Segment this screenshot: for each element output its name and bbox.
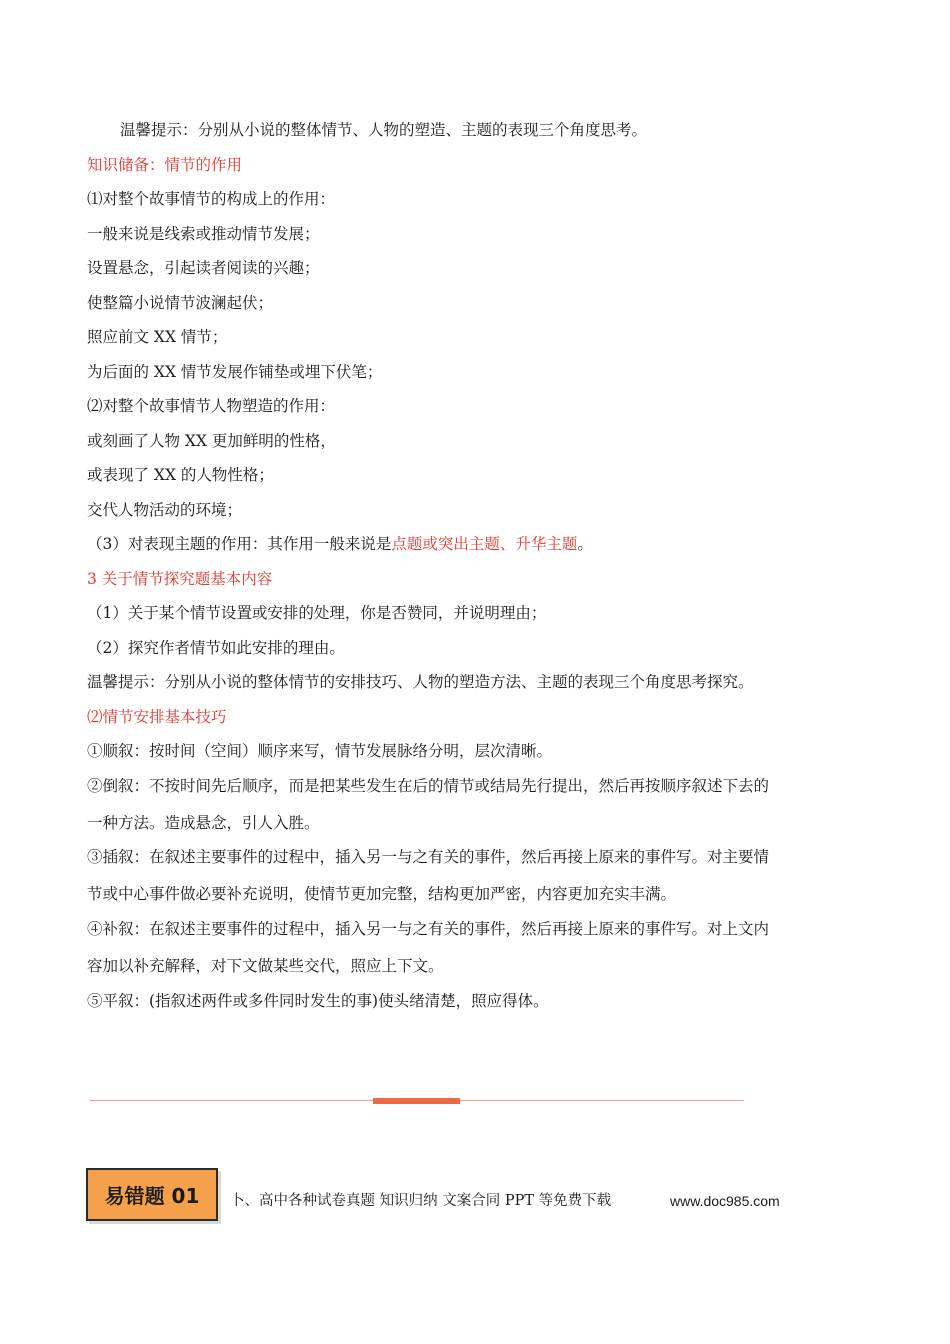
text-line — [87, 707, 227, 727]
text-line — [87, 603, 546, 623]
body-text: 照应前文 XX 情节； — [87, 328, 228, 346]
body-text: 或表现了 XX 的人物性格； — [87, 466, 274, 484]
text-line — [87, 362, 382, 382]
error-question-badge: 易错题 01 — [86, 1168, 218, 1221]
text-line — [87, 293, 273, 313]
body-text: （3）对表现主题的作用：其作用一般来说是 — [87, 535, 392, 553]
body-text: 温馨提示：分别从小说的整体情节、人物的塑造、主题的表现三个角度思考。 — [120, 121, 648, 139]
text-line — [87, 189, 335, 209]
text-line — [87, 155, 242, 175]
body-text: ②倒叙：不按时间先后顺序，而是把某些发生在后的情节或结局先行提出，然后再按顺序叙述下去的 — [87, 777, 770, 795]
text-line — [87, 638, 345, 658]
section-divider-accent — [373, 1098, 460, 1104]
text-line — [87, 465, 274, 485]
text-line — [87, 431, 336, 451]
highlight-text: ⑵情节安排基本技巧 — [87, 708, 227, 726]
text-line — [87, 500, 242, 520]
body-text: 温馨提示：分别从小说的整体情节的安排技巧、人物的塑造方法、主题的表现三个角度思考探究。 — [87, 673, 754, 691]
text-line — [87, 813, 320, 833]
text-line — [87, 258, 320, 278]
text-line — [87, 991, 549, 1011]
body-text: 容加以补充解释，对下文做某些交代，照应上下文。 — [87, 957, 444, 975]
text-line — [87, 396, 335, 416]
body-text: 节或中心事件做必要补充说明，使情节更加完整，结构更加严密，内容更加充实丰满。 — [87, 885, 677, 903]
body-text: ④补叙：在叙述主要事件的过程中，插入另一与之有关的事件，然后再接上原来的事件写。对上文内 — [87, 920, 770, 938]
body-text: 交代人物活动的环境； — [87, 501, 243, 519]
body-text: ⑴对整个故事情节的构成上的作用： — [87, 190, 336, 208]
body-text: 使整篇小说情节波澜起伏； — [87, 294, 274, 312]
body-text: 一般来说是线索或推动情节发展； — [87, 225, 320, 243]
highlight-text: 3 关于情节探究题基本内容 — [87, 570, 273, 588]
footer-promo-text: 卜、高中各种试卷真题 知识归纳 文案合同 PPT 等免费下载 — [230, 1193, 612, 1209]
text-line — [87, 956, 444, 976]
highlight-text: 点题或突出主题、升华主题 — [391, 535, 578, 553]
body-text: 。 — [577, 535, 593, 553]
highlight-text: 知识储备：情节的作用 — [87, 156, 243, 174]
text-line — [87, 776, 769, 796]
body-text: （2）探究作者情节如此安排的理由。 — [87, 639, 345, 657]
text-line — [87, 884, 676, 904]
text-line — [87, 919, 769, 939]
body-text: 为后面的 XX 情节发展作铺垫或埋下伏笔； — [87, 363, 383, 381]
text-line — [87, 569, 272, 589]
body-text: 设置悬念，引起读者阅读的兴趣； — [87, 259, 320, 277]
text-line — [87, 741, 552, 761]
text-line — [87, 224, 320, 244]
body-text: ③插叙：在叙述主要事件的过程中，插入另一与之有关的事件，然后再接上原来的事件写。对主要情 — [87, 848, 770, 866]
body-text: ⑵对整个故事情节人物塑造的作用： — [87, 397, 336, 415]
body-text: 一种方法。造成悬念，引人入胜。 — [87, 814, 320, 832]
body-text: （1）关于某个情节设置或安排的处理，你是否赞同，并说明理由； — [87, 604, 547, 622]
text-line — [87, 327, 227, 347]
text-line — [87, 534, 593, 554]
body-text: ⑤平叙：(指叙述两件或多件同时发生的事)使头绪清楚，照应得体。 — [87, 992, 549, 1010]
text-line — [87, 672, 754, 692]
text-line — [87, 847, 769, 867]
body-text: ①顺叙：按时间（空间）顺序来写，情节发展脉络分明，层次清晰。 — [87, 742, 553, 760]
footer-url[interactable]: www.doc985.com — [670, 1193, 780, 1209]
body-text: 或刻画了人物 XX 更加鲜明的性格， — [87, 432, 336, 450]
text-line — [120, 120, 647, 140]
